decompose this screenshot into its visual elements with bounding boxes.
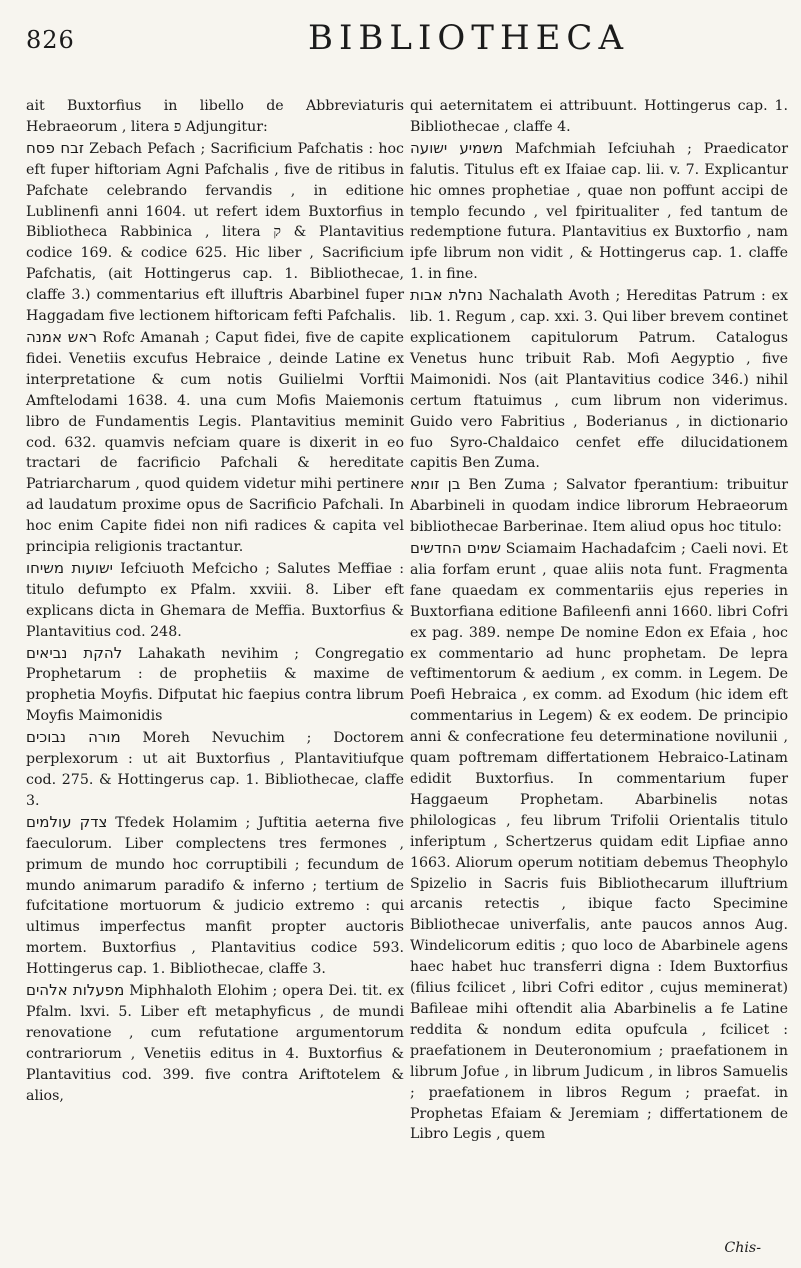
hebrew-title: בן זומא: [410, 475, 461, 494]
catalog-entry: [26, 643, 404, 728]
entry-text: Miphhaloth Elohim ; opera Dei. tit. ex Pfalm. lxvi. 5. Liber eft metaphyficus , de mundi renovatione , cum refutatione argumentorum contrariorum , Venetiis editus in 4. Buxtorfius & Plantavitius cod. 399. five contra Ariftotelem & alios,: [26, 983, 404, 1104]
entry-text: Tfedek Holamim ; Juftitia aeterna five faeculorum. Liber complectens tres fermones , primum de mundo hoc corruptibili ; fecundum de mundo animarum paradifo & inferno ; tertium de fufcitatione mortuorum & judicio extremo : qui ultimus imperfectus manfit propter auctoris mortem. Buxtorfius , Plantavitius codice 593. Hottingerus cap. 1. Bibliothecae, claffe 3.: [26, 814, 404, 978]
hebrew-title: צדק עולמים: [26, 812, 108, 831]
catalog-entry: [410, 538, 788, 1145]
catchword: Chis-: [724, 1240, 761, 1256]
entry-text: Moreh Nevuchim ; Doctorem perplexorum : ut ait Buxtorfius , Plantavitiufque cod. 275. & Hottingerus cap. 1. Bibliothecae, claffe 3.: [26, 730, 404, 809]
catalog-entry: [410, 285, 788, 474]
catalog-entry: [26, 980, 404, 1106]
hebrew-title: נחלת אבות: [410, 286, 483, 305]
entry-text: Nachalath Avoth ; Hereditas Patrum : ex lib. 1. Regum , cap. xxi. 3. Qui liber brevem continet explicationem capitulorum Patrum. Catalogus Venetus hunc tribuit Rab. Mofi Aegyptio , five Maimonidi. Nos (ait Plantavitius codice 346.) nihil certum ftatuimus , cum librum non viderimus. Guido vero Fabritius , Boderianus , in dictionario fuo Syro-Chaldaico cenfet effe dilucidationem capitis Ben Zuma.: [410, 288, 789, 472]
hebrew-title: מפעלות אלהים: [26, 981, 125, 1000]
page-number: 826: [26, 26, 75, 54]
left-column: [26, 96, 404, 1107]
catalog-entry: [26, 558, 404, 643]
page-header: [0, 14, 801, 84]
catalog-entry: [410, 138, 788, 285]
text-paragraph: ait Buxtorfius in libello de Abbreviaturis Hebraeorum , litera פ Adjungitur:: [26, 98, 404, 135]
catalog-entry: [26, 727, 404, 812]
catalog-entry: [410, 474, 788, 538]
entry-text: Ben Zuma ; Salvator fperantium: tribuitur Abarbineli in quodam indice librorum Hebraeorum bibliothecae Barberinae. Item aliud opus hoc titulo:: [410, 477, 789, 536]
right-column: [410, 96, 788, 1145]
catalog-entry: [26, 327, 404, 558]
hebrew-title: זבח פסח: [26, 138, 84, 157]
catalog-entry: [26, 138, 404, 327]
entry-text: Iefciuoth Mefcicho ; Salutes Meffiae : titulo defumpto ex Pfalm. xxviii. 8. Liber eft explicans dicta in Ghemara de Meffia. Buxtorfius & Plantavitius cod. 248.: [26, 560, 405, 640]
hebrew-title: להקת נביאים: [26, 643, 123, 662]
hebrew-title: משמיע ישועה: [410, 138, 504, 157]
entry-text: Lahakath nevihim ; Congregatio Prophetarum : de prophetiis & maxime de prophetia Moyfis. Difputat hic faepius contra librum Moyfis Maimonidis: [26, 645, 404, 725]
entry-text: Mafchmiah Iefciuhah ; Praedicator falutis. Titulus eft ex Ifaiae cap. lii. v. 7. Explicantur hic omnes prophetiae , quae non poffunt accipi de templo fecundo , vel fpiritualiter , fed tantum de redemptione futura. Plantavitius ex Buxtorfio , nam ipfe librum non vidit , & Hottingerus cap. 1. claffe 1. in fine.: [410, 140, 788, 283]
hebrew-title: ישועות משיחו: [26, 558, 113, 577]
entry-text: Rofc Amanah ; Caput fidei, five de capite fidei. Venetiis excufus Hebraice , deinde Latine ex interpretatione & cum notis Guilielmi Vorftii Amftelodami 1638. 4. una cum Mofis Maiemonis libro de Fundamentis Legis. Plantavitius meminit cod. 632. quamvis nefciam quare is dixerit in eo tractari de facrificio Pafchali & hereditate Patriarcharum , quod quidem videtur mihi pertinere ad laudatum proxime opus de Sacrificio Pafchali. In hoc enim Capite fidei non nifi radices & capita vel principia religionis tractantur.: [26, 329, 404, 556]
hebrew-title: שמים החדשים: [410, 539, 501, 558]
running-title: BIBLIOTHECA: [308, 18, 629, 58]
hebrew-title: ראש אמנה: [26, 327, 97, 346]
text-paragraph: qui aeternitatem ei attribuunt. Hottingerus cap. 1. Bibliothecae , claffe 4.: [410, 98, 788, 135]
catalog-entry: [26, 812, 404, 980]
hebrew-title: מורה נבוכים: [26, 728, 121, 747]
entry-text: Zebach Pefach ; Sacrificium Pafchatis : hoc eft fuper hiftoriam Agni Pafchalis , five de ritibus in Pafchate celebrando fervandis , in editione Lublinenfi anni 1604. ut refert idem Buxtorfius in Bibliotheca Rabbinica , litera ק & Plantavitius codice 169. & codice 625. Hic liber , Sacrificium Pafchatis, (ait Hottingerus cap. 1. Bibliothecae, claffe 3.) commentarius eft illuftris Abarbinel fuper Haggadam five lectionem hiftoricam fefti Pafchalis.: [26, 140, 404, 325]
entry-text: Sciamaim Hachadafcim ; Caeli novi. Et alia forfam erunt , quae aliis nota funt. Fragmenta fane quaedam ex commentariis ejus reperies in Buxtorfiana editione Bafileenfi anni 1660. libri Cofri ex pag. 389. nempe De nomine Edon ex Efaia , hoc ex commentario ad hunc prophetam. De lepra veftimentorum & aedium , ex comm. in Legem. De Poefi Hebraica , ex comm. ad Exodum (hic idem eft commentarius in Legem) & ex eodem. De principio anni & confecratione feu determinatione novilunii , quam poftremam differtationem Hebraico-Latinam edidit Buxtorfius. In commentarium fuper Haggaeum Prophetam. Abarbinelis notas philologicas , feu librum Trifolii Orientalis titulo inferiptum , Schertzerus quidam edit Lipfiae anno 1663. Aliorum operum notitiam debemus Theophylo Spizelio in Sacris fuis Bibliothecarum illuftrium arcanis retectis , ibique facto Specimine Bibliothecae univerfalis, ante paucos annos Aug. Windelicorum editis ; quo loco de Abarbinele agens haec habet huc transferri digna : Idem Buxtorfius (filius fcilicet , libri Cofri editor , cujus meminerat) Bafileae mihi oftendit alia Abarbinelis a fe Latine reddita & nondum edita opufcula , fcilicet : praefationem in Deuteronomium ; praefationem in librum Jofue , in librum Judicum , in libros Samuelis ; praefationem in libros Regum ; praefat. in Prophetas Efaiam & Jeremiam ; differtationem de Libro Legis , quem: [410, 541, 789, 1143]
